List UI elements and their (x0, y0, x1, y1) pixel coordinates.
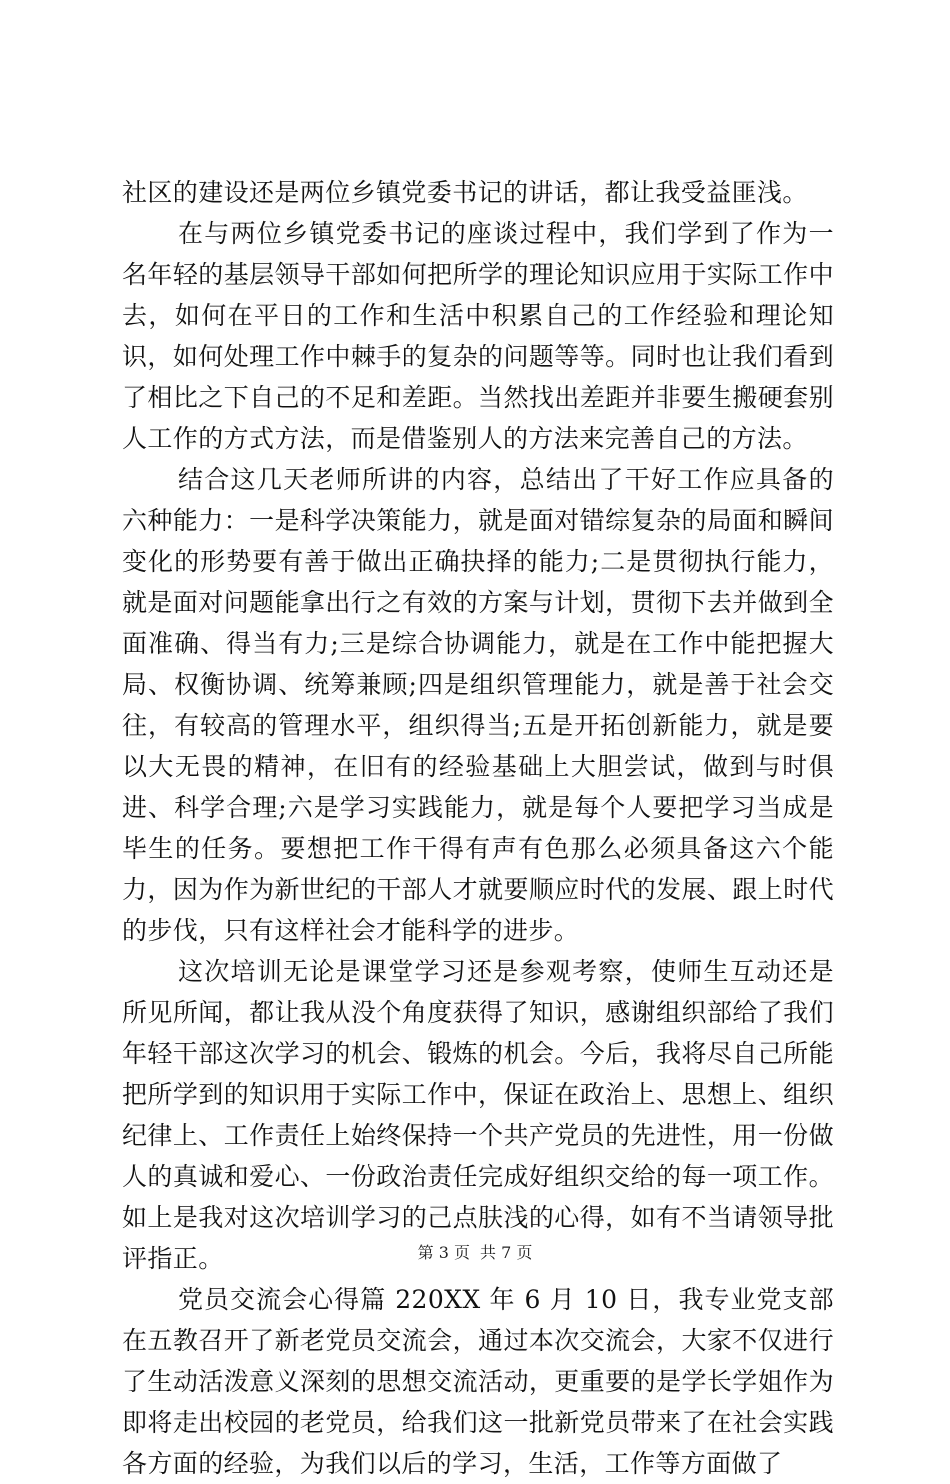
page-footer (0, 1243, 950, 1263)
paragraph-4: 这次培训无论是课堂学习还是参观考察，使师生互动还是所见所闻，都让我从没个角度获得了知识，感谢组织部给了我们年轻干部这次学习的机会、锻炼的机会。今后，我将尽自己所能把所学到的知识用于实际工作中，保证在政治上、思想上、组织纪律上、工作责任上始终保持一个共产党员的先进性，用一份做人的真诚和爱心、一份政治责任完成好组织交给的每一项工作。如上是我对这次培训学习的己点肤浅的心得，如有不当请领导批评指正。 (122, 957, 834, 1273)
paragraph-1: 社区的建设还是两位乡镇党委书记的讲话，都让我受益匪浅。 (122, 178, 808, 207)
page-number: 第 3 页 (417, 1243, 470, 1262)
paragraph-5: 党员交流会心得篇 220XX 年 6 月 10 日，我专业党支部在五教召开了新老党员交流会，通过本次交流会，大家不仅进行了生动活泼意义深刻的思想交流活动，更重要的是学长学姐作为即将走出校园的老党员，给我们这一批新党员带来了在社会实践各方面的经验，为我们以后的学习，生活，工作等方面做了 (122, 1285, 834, 1478)
document-body (122, 172, 834, 1484)
paragraph-3: 结合这几天老师所讲的内容，总结出了干好工作应具备的六种能力：一是科学决策能力，就是面对错综复杂的局面和瞬间变化的形势要有善于做出正确抉择的能力;二是贯彻执行能力，就是面对问题能拿出行之有效的方案与计划，贯彻下去并做到全面准确、得当有力;三是综合协调能力，就是在工作中能把握大局、权衡协调、统筹兼顾;四是组织管理能力，就是善于社会交往，有较高的管理水平，组织得当;五是开拓创新能力，就是要以大无畏的精神，在旧有的经验基础上大胆尝试，做到与时俱进、科学合理;六是学习实践能力，就是每个人要把学习当成是毕生的任务。要想把工作干得有声有色那么必须具备这六个能力，因为作为新世纪的干部人才就要顺应时代的发展、跟上时代的步伐，只有这样社会才能科学的进步。 (122, 465, 834, 945)
page-total: 共 7 页 (480, 1243, 533, 1262)
paragraph-2: 在与两位乡镇党委书记的座谈过程中，我们学到了作为一名年轻的基层领导干部如何把所学的理论知识应用于实际工作中去，如何在平日的工作和生活中积累自己的工作经验和理论知识，如何处理工作中棘手的复杂的问题等等。同时也让我们看到了相比之下自己的不足和差距。当然找出差距并非要生搬硬套别人工作的方式方法，而是借鉴别人的方法来完善自己的方法。 (122, 219, 834, 453)
